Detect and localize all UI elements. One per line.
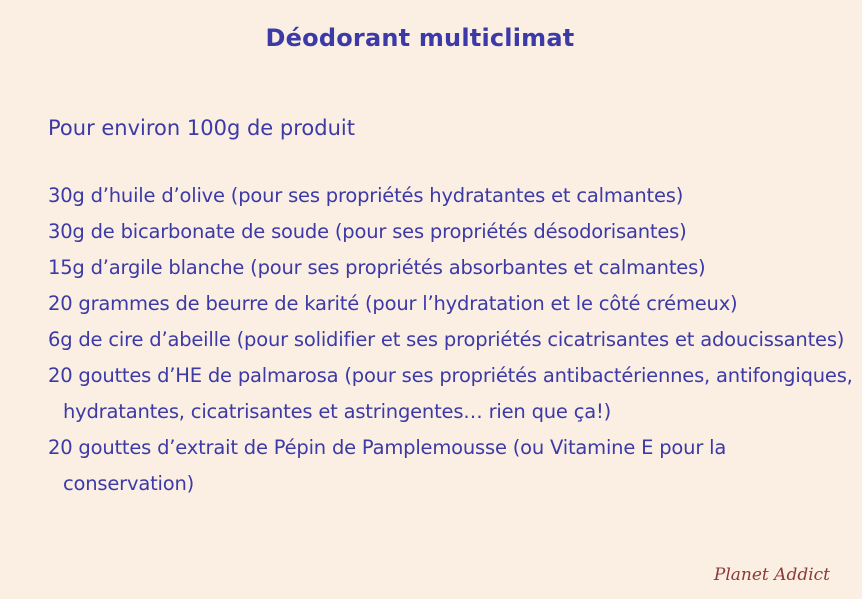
intro-text: Pour environ 100g de produit <box>48 116 355 140</box>
ingredient-list <box>48 178 854 502</box>
ingredient-item: 30g d’huile d’olive (pour ses propriétés hydratantes et calmantes) <box>48 184 684 207</box>
ingredient-item: 6g de cire d’abeille (pour solidifier et ses propriétés cicatrisantes et adoucissantes) <box>48 328 845 351</box>
signature: Planet Addict <box>713 565 830 585</box>
ingredient-item: 20 gouttes d’HE de palmarosa (pour ses propriétés antibactériennes, antifongiques, hydratantes, cicatrisantes et astringentes… rien que ça!) <box>48 364 853 423</box>
ingredient-item: 15g d’argile blanche (pour ses propriétés absorbantes et calmantes) <box>48 256 706 279</box>
ingredient-item: 20 gouttes d’extrait de Pépin de Pamplemousse (ou Vitamine E pour la conservation) <box>48 436 727 495</box>
ingredient-item: 20 grammes de beurre de karité (pour l’hydratation et le côté crémeux) <box>48 292 738 315</box>
page-title: Déodorant multiclimat <box>265 24 575 52</box>
ingredient-item: 30g de bicarbonate de soude (pour ses propriétés désodorisantes) <box>48 220 687 243</box>
